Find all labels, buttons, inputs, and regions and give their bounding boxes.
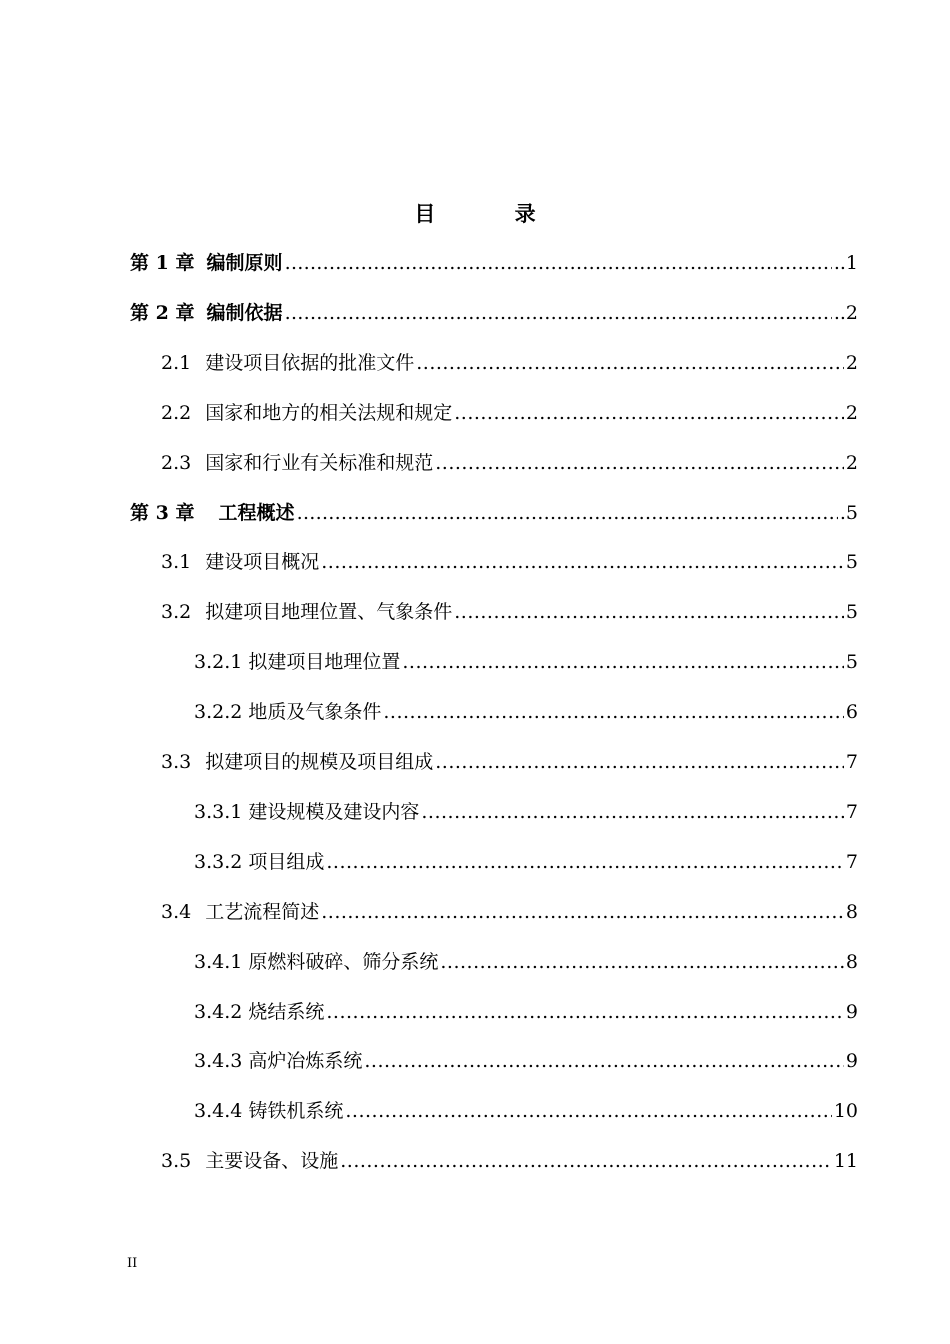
- toc-entry-number: 3.3: [161, 751, 192, 773]
- toc-dot-leader: [321, 547, 844, 577]
- toc-entry-number: 2.3: [161, 452, 192, 474]
- toc-dot-leader: [454, 398, 844, 428]
- toc-entry-label: 高炉冶炼系统: [248, 1050, 363, 1072]
- toc-entry-page-number: 6: [845, 701, 858, 723]
- toc-dot-leader: [340, 1146, 832, 1176]
- toc-dot-leader: [416, 348, 844, 378]
- toc-entry-page-number: 2: [845, 452, 858, 474]
- toc-dot-leader: [326, 997, 844, 1027]
- toc-title: 目 录: [414, 201, 572, 226]
- toc-entry[interactable]: [194, 947, 858, 977]
- toc-dot-leader: [284, 298, 831, 328]
- toc-entry-number: 第 1 章: [130, 252, 195, 274]
- toc-entry-page-number: ..1: [833, 252, 858, 274]
- toc-entry-label: 建设项目概况: [205, 551, 320, 573]
- toc-entry[interactable]: [161, 547, 858, 577]
- toc-dot-leader: [296, 498, 837, 528]
- toc-entry-number: 3.4: [161, 901, 192, 923]
- toc-entry-page-number: 5: [845, 551, 858, 573]
- toc-entry-number: 2.1: [161, 352, 192, 374]
- toc-dot-leader: [435, 448, 844, 478]
- toc-entry-page-number: ..2: [833, 302, 858, 324]
- toc-entry-label: 拟建项目地理位置: [248, 651, 401, 673]
- toc-dot-leader: [364, 1046, 844, 1076]
- toc-entry-number: 3.2: [161, 601, 192, 623]
- toc-dot-leader: [402, 647, 844, 677]
- toc-entry-label: 原燃料破碎、筛分系统: [248, 951, 439, 973]
- page-marker: II: [127, 1256, 138, 1271]
- toc-entry-page-number: 7: [845, 751, 858, 773]
- toc-entry-number: 3.3.1: [194, 801, 243, 823]
- toc-entry-number: 2.2: [161, 402, 192, 424]
- toc-dot-leader: [421, 797, 844, 827]
- toc-entry-page-number: 9: [845, 1050, 858, 1072]
- toc-entry[interactable]: [194, 797, 858, 827]
- toc-entry-number: 3.4.4: [194, 1100, 243, 1122]
- toc-dot-leader: [326, 847, 844, 877]
- toc-entry-page-number: 11: [833, 1150, 858, 1172]
- toc-entry-label: 工艺流程简述: [205, 901, 320, 923]
- toc-dot-leader: [284, 248, 831, 278]
- toc-entry[interactable]: [161, 398, 858, 428]
- toc-entry-label: 主要设备、设施: [205, 1150, 339, 1172]
- toc-entry[interactable]: [161, 1146, 858, 1176]
- toc-entry-page-number: 9: [845, 1001, 858, 1023]
- toc-entry-page-number: 2: [845, 352, 858, 374]
- toc-entry-label: 烧结系统: [248, 1001, 325, 1023]
- toc-dot-leader: [345, 1096, 831, 1126]
- toc-entry-label: 建设项目依据的批准文件: [205, 352, 415, 374]
- toc-entry[interactable]: [161, 348, 858, 378]
- toc-entry[interactable]: [194, 847, 858, 877]
- toc-entry-page-number: 2: [845, 402, 858, 424]
- toc-entry[interactable]: [161, 597, 858, 627]
- toc-entry[interactable]: [161, 448, 858, 478]
- toc-entry-number: 3.5: [161, 1150, 192, 1172]
- toc-entry[interactable]: [194, 697, 858, 727]
- toc-entry-number: 3.2.1: [194, 651, 243, 673]
- toc-entry-label: 铸铁机系统: [248, 1100, 344, 1122]
- toc-entry[interactable]: [161, 747, 858, 777]
- toc-entry-number: 3.4.2: [194, 1001, 243, 1023]
- toc-entry[interactable]: [194, 647, 858, 677]
- toc-entry[interactable]: [130, 498, 858, 528]
- toc-dot-leader: [321, 897, 844, 927]
- toc-entry-page-number: .5: [839, 502, 858, 524]
- toc-dot-leader: [440, 947, 844, 977]
- toc-entry-page-number: 5: [845, 601, 858, 623]
- toc-entry-page-number: 8: [845, 901, 858, 923]
- toc-entry-label: 国家和行业有关标准和规范: [205, 452, 434, 474]
- toc-entry-label: 编制依据: [206, 302, 283, 324]
- toc-entry[interactable]: [130, 298, 858, 328]
- toc-entry-number: 3.2.2: [194, 701, 243, 723]
- toc-dot-leader: [435, 747, 844, 777]
- toc-entry-label: 建设规模及建设内容: [248, 801, 420, 823]
- toc-entry-page-number: 7: [845, 801, 858, 823]
- toc-entry[interactable]: [194, 1096, 858, 1126]
- toc-dot-leader: [454, 597, 844, 627]
- toc-entry[interactable]: [130, 248, 858, 278]
- toc-entry-label: 编制原则: [206, 252, 283, 274]
- toc-entry[interactable]: [161, 897, 858, 927]
- toc-entry-number: 3.3.2: [194, 851, 243, 873]
- toc-entry-label: 项目组成: [248, 851, 325, 873]
- toc-entry-number: 3.4.1: [194, 951, 243, 973]
- toc-entry-number: 第 2 章: [130, 302, 195, 324]
- toc-entry-label: 地质及气象条件: [248, 701, 382, 723]
- toc-entry-label: 拟建项目地理位置、气象条件: [205, 601, 453, 623]
- toc-entry-page-number: 8: [845, 951, 858, 973]
- toc-entry-number: 3.1: [161, 551, 192, 573]
- toc-entry[interactable]: [194, 997, 858, 1027]
- toc-entry-label: 拟建项目的规模及项目组成: [205, 751, 434, 773]
- toc-dot-leader: [383, 697, 844, 727]
- toc-entry-number: 3.4.3: [194, 1050, 243, 1072]
- toc-entry[interactable]: [194, 1046, 858, 1076]
- toc-entry-page-number: 5: [845, 651, 858, 673]
- toc-entry-page-number: 10: [833, 1100, 858, 1122]
- toc-entry-label: 工程概述: [218, 502, 295, 524]
- toc-entry-number: 第 3 章: [130, 502, 195, 524]
- toc-entry-label: 国家和地方的相关法规和规定: [205, 402, 453, 424]
- toc-entry-page-number: 7: [845, 851, 858, 873]
